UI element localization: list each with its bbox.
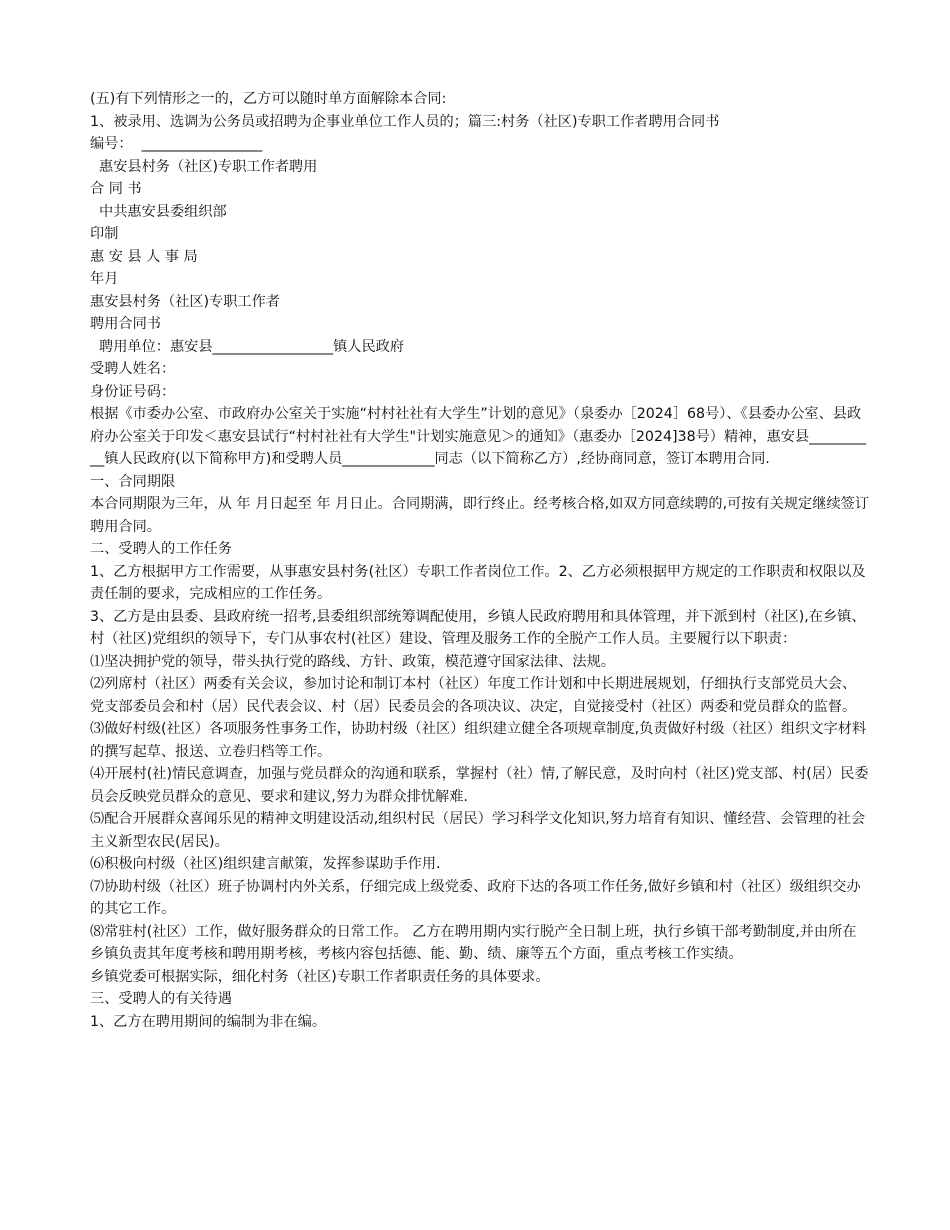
employee-name-field: 受聘人姓名： — [90, 361, 176, 377]
preamble-paragraph: 根据《市委办公室、市政府办公室关于实施“村村社社有大学生”计划的意见》（泉委办［2024］68号）、《县委办公室、县政府办公室关于印发＜惠安县试行“村村社社有大学生"计划实施意见＞的通知》（惠委办［2024]38号）精神，惠安县__________镇人民政府(以下简称甲方)和受聘人员_____________同志（以下简称乙方）,经协商同意，签订本聘用合同. — [90, 406, 866, 467]
duty-item-8: ⑻常驻村(社区）工作，做好服务群众的日常工作。 乙方在聘用期内实行脱产全日制上班，执行乡镇干部考勤制度,并由所在乡镇负责其年度考核和聘用期考核，考核内容包括德、能、勤、绩、廉等五个方面，重点考核工作实绩。 — [90, 923, 857, 962]
doc-title-2: 聘用合同书 — [90, 316, 161, 332]
cover-title-1: 惠安县村务（社区)专职工作者聘用 — [90, 158, 318, 175]
duty-item-4: ⑷开展村(社)情民意调查，加强与党员群众的沟通和联系，掌握村（社）情,了解民意，及时向村（社区)党支部、村(居）民委员会反映党员群众的意见、要求和建议,努力为群众排忧解难. — [90, 766, 869, 805]
clause-termination: (五)有下列情形之一的，乙方可以随时单方面解除本合同: — [90, 91, 447, 107]
issuer-org: 中共惠安县委组织部 — [90, 203, 227, 220]
issuer-bureau: 惠 安 县 人 事 局 — [90, 248, 198, 265]
benefit-item-1: 1、乙方在聘用期间的编制为非在编。 — [90, 1013, 327, 1030]
cover-title-2: 合 同 书 — [90, 181, 142, 197]
section-heading-3: 三、受聘人的有关待遇 — [90, 991, 232, 1007]
employer-field: 聘用单位：惠安县_________________镇人民政府 — [90, 338, 405, 355]
task-paragraph-3: 3、乙方是由县委、县政府统一招考,县委组织部统筹调配使用，乡镇人民政府聘用和具体管理，并下派到村（社区),在乡镇、村（社区)党组织的领导下，专门从事农村(社区）建设、管理及服务工作的全脱产工作人员。主要履行以下职责： — [90, 608, 866, 647]
party-committee-note: 乡镇党委可根据实际，细化村务（社区)专职工作者职责任务的具体要求。 — [90, 968, 550, 985]
task-paragraph-1: 1、乙方根据甲方工作需要，从事惠安县村务(社区）专职工作者岗位工作。2、乙方必须根据甲方规定的工作职责和权限以及责任制的要求，完成相应的工作任务。 — [90, 563, 866, 602]
doc-title-1: 惠安县村务（社区)专职工作者 — [90, 293, 280, 310]
duty-item-7: ⑺协助村级（社区）班子协调村内外关系，仔细完成上级党委、政府下达的各项工作任务,做好乡镇和村（社区）级组织交办的其它工作。 — [90, 878, 861, 917]
duty-item-2: ⑵列席村（社区）两委有关会议，参加讨论和制订本村（社区）年度工作计划和中长期进展规划，仔细执行支部党员大会、党支部委员会和村（居）民代表会议、村（居）民委员会的各项决议、决定，自觉接受村（社区）两委和党员群众的监督。 — [90, 676, 857, 715]
contract-document — [90, 88, 870, 1033]
duty-item-6: ⑹积极向村级（社区)组织建言献策，发挥参谋助手作用. — [90, 856, 441, 872]
cover-date: 年月 — [90, 271, 119, 287]
id-number-field: 身份证号码： — [90, 383, 176, 400]
term-paragraph: 本合同期限为三年，从 年 月日起至 年 月日止。合同期满，即行终止。经考核合格,如双方同意续聘的,可按有关规定继续签订聘用合同。 — [90, 496, 870, 535]
issuer-print: 印制 — [90, 226, 119, 242]
section-heading-2: 二、受聘人的工作任务 — [90, 541, 232, 557]
duty-item-5: ⑸配合开展群众喜闻乐见的精神文明建设活动,组织村民（居民）学习科学文化知识,努力培育有知识、懂经营、会管理的社会主义新型农民(居民)。 — [90, 811, 866, 850]
duty-item-3: ⑶做好村级(社区）各项服务性事务工作，协助村级（社区）组织建立健全各项规章制度,负责做好村级（社区）组织文字材料的撰写起草、报送、立卷归档等工作。 — [90, 721, 867, 760]
section-heading-1: 一、合同期限 — [90, 473, 176, 490]
clause-item-1: 1、被录用、选调为公务员或招聘为企事业单位工作人员的；篇三:村务（社区)专职工作者聘用合同书 — [90, 113, 720, 130]
duty-item-1: ⑴坚决拥护党的领导，带头执行党的路线、方针、政策，模范遵守国家法律、法规。 — [90, 653, 615, 670]
serial-number: 编号： _________________ — [90, 136, 263, 152]
